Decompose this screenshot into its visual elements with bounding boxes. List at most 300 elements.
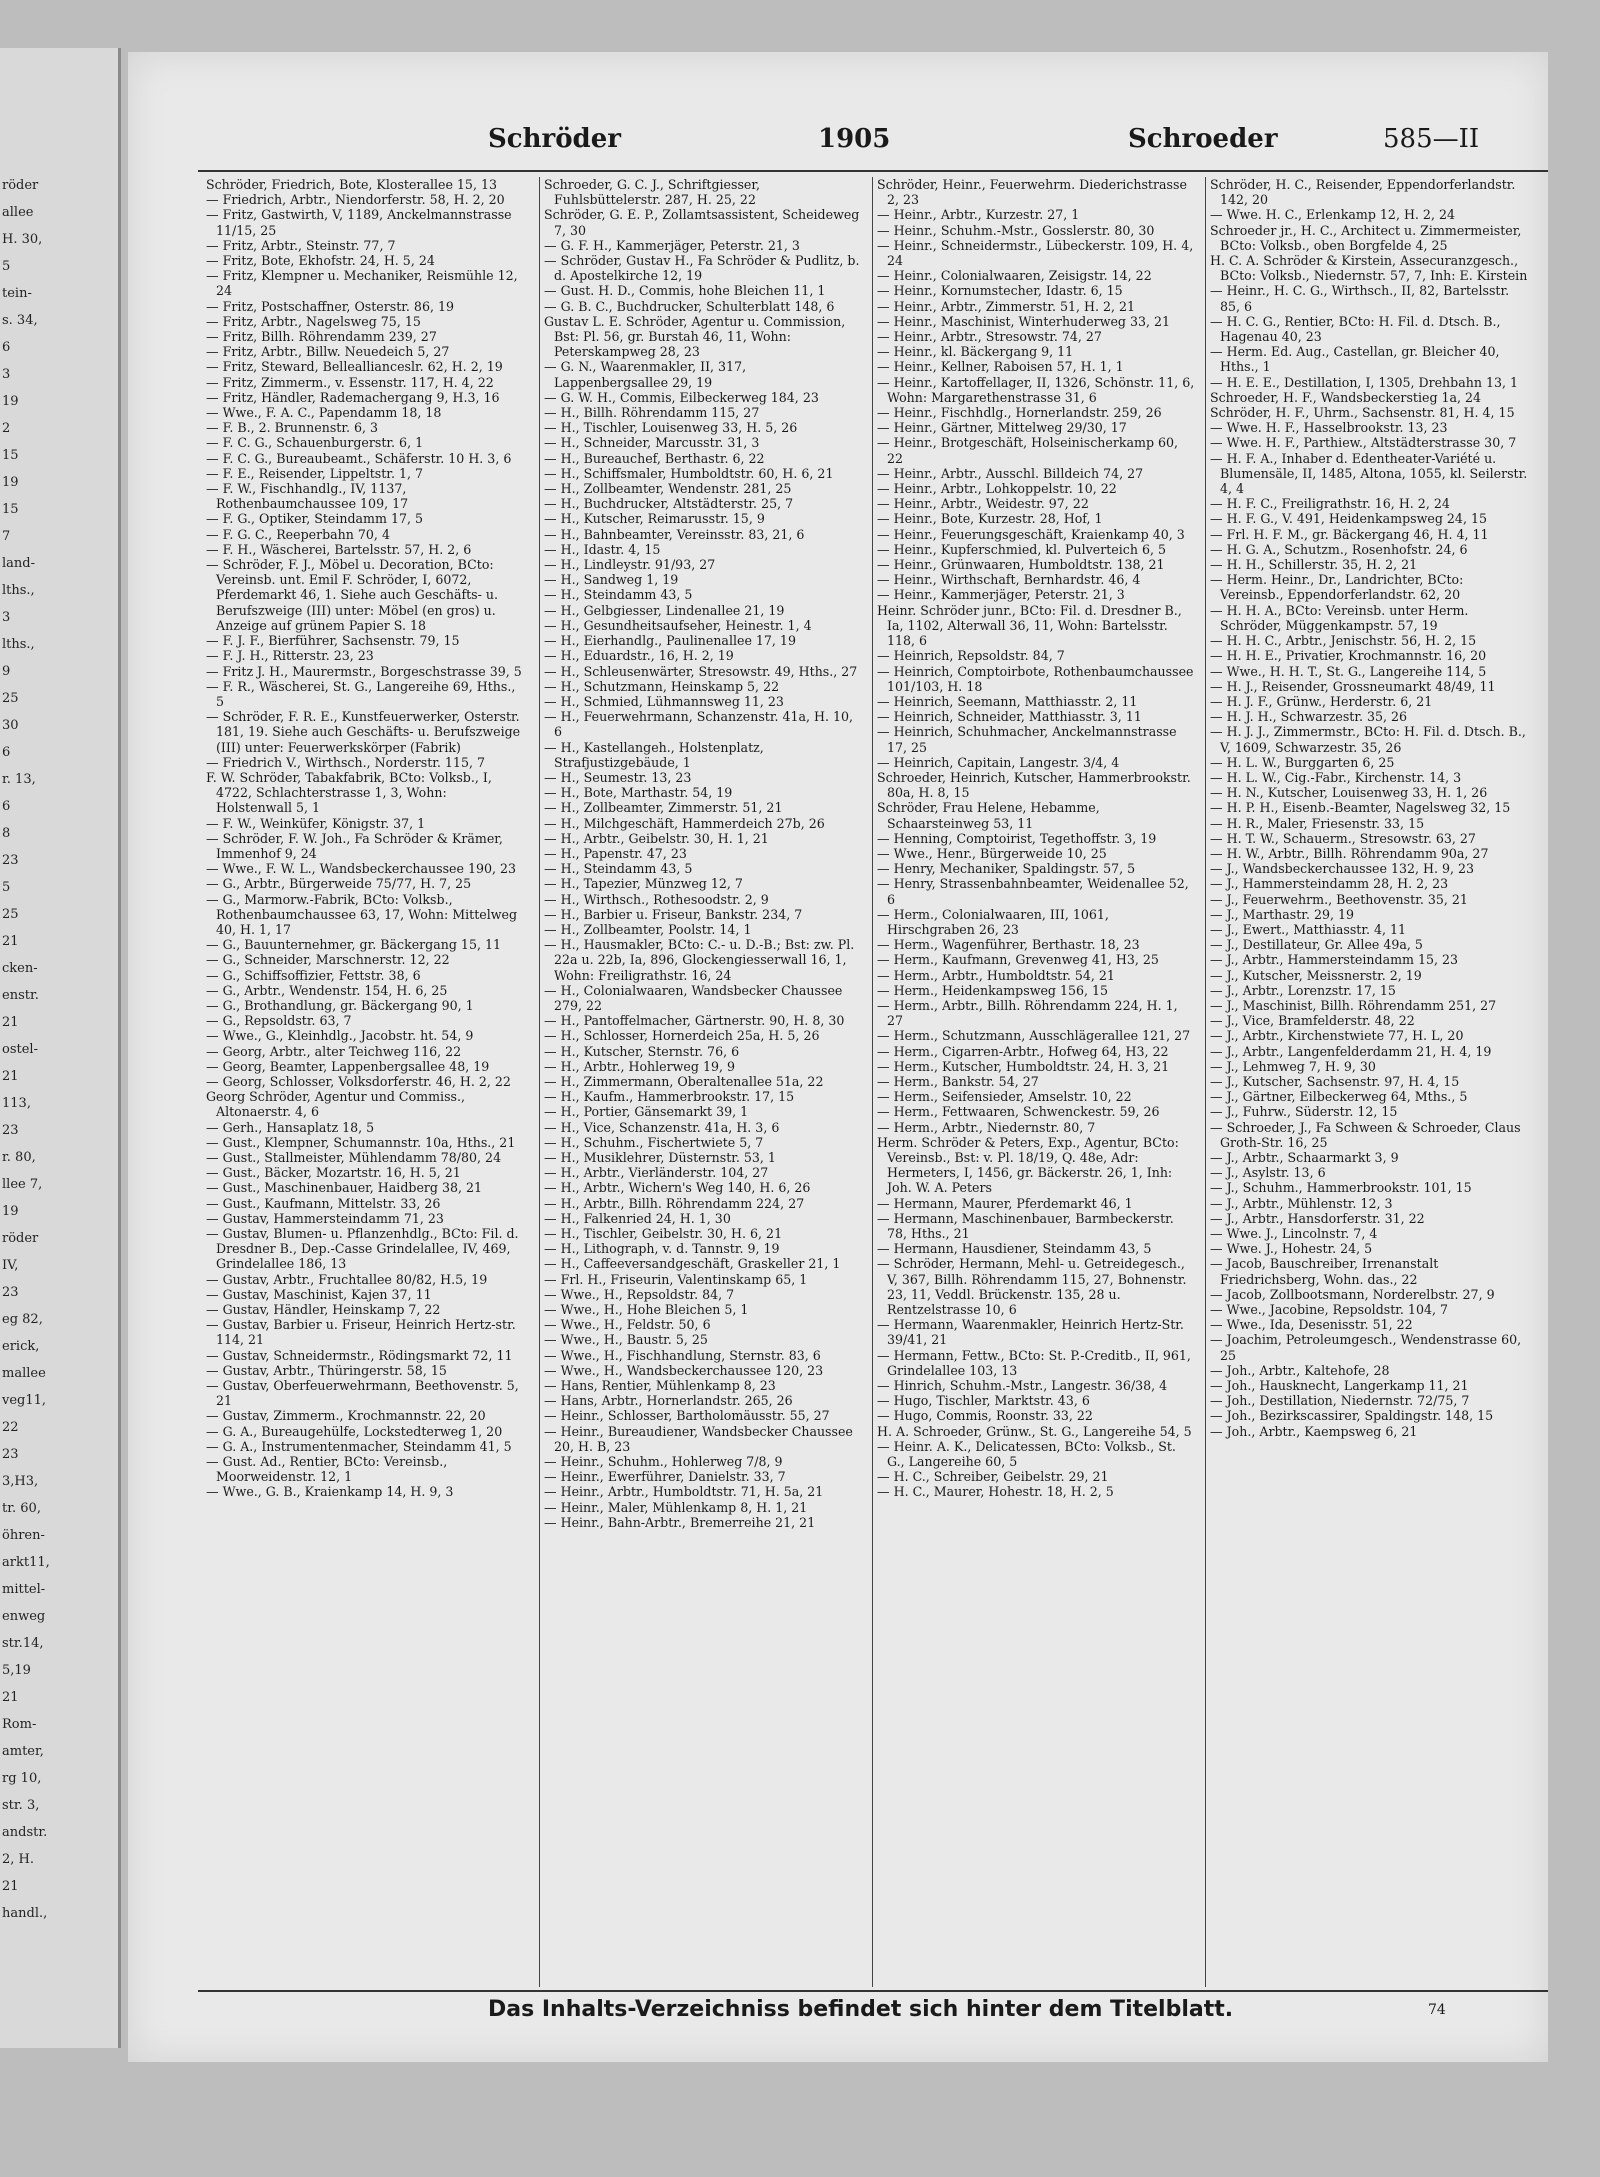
- directory-entry: — Heinr., Kupferschmied, kl. Pulverteich 6, 5: [877, 541, 1166, 557]
- directory-entry: — H., Zimmermann, Oberaltenallee 51a, 22: [544, 1073, 824, 1089]
- directory-entry: — Wwe., H. H. T., St. G., Langereihe 114, 5: [1210, 663, 1487, 679]
- directory-entry: — Gust. H. D., Commis, hohe Bleichen 11, 1: [544, 283, 826, 299]
- adjacent-page-fragment: 15: [2, 502, 19, 517]
- directory-entry: — Heinr., Schuhm.-Mstr., Gosslerstr. 80, 30: [877, 222, 1155, 238]
- directory-entry: — Heinr., kl. Bäckergang 9, 11: [877, 344, 1074, 360]
- directory-entry: — Georg, Schlosser, Volksdorferstr. 46, H. 2, 22: [206, 1073, 511, 1089]
- directory-entry: — Gustav, Händler, Heinskamp 7, 22: [206, 1302, 441, 1318]
- directory-entry: — Fritz, Klempner u. Mechaniker, Reismühle 12, 24: [206, 268, 518, 299]
- adjacent-page-fragment: 6: [2, 745, 11, 760]
- directory-entry: — J., Hammersteindamm 28, H. 2, 23: [1210, 876, 1449, 892]
- directory-entry: — Georg, Arbtr., alter Teichweg 116, 22: [206, 1043, 462, 1059]
- directory-entry: — H. T. W., Schauerm., Stresowstr. 63, 27: [1210, 830, 1476, 846]
- directory-entry: — H., Vice, Schanzenstr. 41a, H. 3, 6: [544, 1119, 780, 1135]
- directory-entry: — F. C. G., Schauenburgerstr. 6, 1: [206, 435, 424, 451]
- directory-entry: — Jacob, Zollbootsmann, Norderelbstr. 27, 9: [1210, 1286, 1495, 1302]
- directory-entry: — H., Portier, Gänsemarkt 39, 1: [544, 1104, 749, 1120]
- directory-entry: — H., Zollbeamter, Zimmerstr. 51, 21: [544, 800, 783, 816]
- directory-entry: — H., Schiffsmaler, Humboldtstr. 60, H. 6, 21: [544, 465, 834, 481]
- directory-entry: — Gustav, Barbier u. Friseur, Heinrich Hertz-str. 114, 21: [206, 1317, 516, 1348]
- directory-entry: — J., Gärtner, Eilbeckerweg 64, Mths., 5: [1210, 1089, 1468, 1105]
- directory-entry: — H., Idastr. 4, 15: [544, 541, 661, 557]
- directory-entry: Schroeder jr., H. C., Architect u. Zimmermeister, BCto: Volksb., oben Borgfelde 4, 25: [1210, 222, 1522, 253]
- directory-entry: — Wwe., Jacobine, Repsoldstr. 104, 7: [1210, 1302, 1448, 1318]
- directory-entry: — G., Bauunternehmer, gr. Bäckergang 15, 11: [206, 937, 501, 953]
- directory-entry: — Heinr., Colonialwaaren, Zeisigstr. 14, 22: [877, 268, 1152, 284]
- directory-entry: — Fritz, Gastwirth, V, 1189, Anckelmannstrasse 11/15, 25: [206, 207, 512, 238]
- directory-entry: — Gustav, Zimmerm., Krochmannstr. 22, 20: [206, 1408, 486, 1424]
- directory-entry: — H., Barbier u. Friseur, Bankstr. 234, 7: [544, 906, 803, 922]
- directory-entry: — H. C., Schreiber, Geibelstr. 29, 21: [877, 1469, 1109, 1485]
- directory-entry: — Herm., Kaufmann, Grevenweg 41, H3, 25: [877, 952, 1159, 968]
- directory-entry: — Wwe. J., Hohestr. 24, 5: [1210, 1241, 1373, 1257]
- directory-entry: — Wwe., H., Hohe Bleichen 5, 1: [544, 1302, 749, 1318]
- directory-entry: — Wwe. J., Lincolnstr. 7, 4: [1210, 1226, 1378, 1242]
- adjacent-page-fragment: 21: [2, 934, 19, 949]
- directory-entry: H. A. Schroeder, Grünw., St. G., Langereihe 54, 5: [877, 1423, 1192, 1439]
- adjacent-page-fragment: tein-: [2, 286, 32, 301]
- adjacent-page-fragment: 5,19: [2, 1663, 31, 1678]
- directory-entry: — Heinr., Schneidermstr., Lübeckerstr. 109, H. 4, 24: [877, 237, 1194, 269]
- directory-entry: — Gustav, Arbtr., Thüringerstr. 58, 15: [206, 1362, 447, 1378]
- directory-entry: — Hermann, Waarenmakler, Heinrich Hertz-Str. 39/41, 21: [877, 1317, 1184, 1348]
- directory-entry: — H., Billh. Röhrendamm 115, 27: [544, 405, 760, 421]
- directory-entry: — F. C. G., Bureaubeamt., Schäferstr. 10 H. 3, 6: [206, 450, 512, 466]
- directory-entry: — J., Arbtr., Langenfelderdamm 21, H. 4, 19: [1210, 1043, 1492, 1059]
- directory-entry: — Joh., Bezirkscassirer, Spaldingstr. 148, 15: [1210, 1408, 1494, 1424]
- directory-entry: — H. F. C., Freiligrathstr. 16, H. 2, 24: [1210, 496, 1450, 512]
- directory-entry: — F. G., Optiker, Steindamm 17, 5: [206, 511, 423, 527]
- directory-entry: Schröder, Heinr., Feuerwehrm. Diederichstrasse 2, 23: [877, 177, 1187, 208]
- directory-entry: Heinr. Schröder junr., BCto: Fil. d. Dresdner B., Ia, 1102, Alterwall 36, 11, Wohn: Bartelsstr. 118, 6: [877, 602, 1182, 649]
- directory-entry: — Wwe., H., Baustr. 5, 25: [544, 1332, 708, 1348]
- directory-entry: — J., Marthastr. 29, 19: [1210, 906, 1355, 922]
- directory-entry: — H. G. A., Schutzm., Rosenhofstr. 24, 6: [1210, 541, 1468, 557]
- directory-entry: — H., Eierhandlg., Paulinenallee 17, 19: [544, 633, 796, 649]
- directory-entry: — Herm., Cigarren-Arbtr., Hofweg 64, H3, 22: [877, 1043, 1169, 1059]
- adjacent-page-fragment: erick,: [2, 1339, 40, 1354]
- adjacent-page-fragment: handl.,: [2, 1906, 48, 1921]
- directory-entry: — Fritz, Billh. Röhrendamm 239, 27: [206, 329, 437, 345]
- directory-entry: — J., Feuerwehrm., Beethovenstr. 35, 21: [1210, 891, 1468, 907]
- directory-entry: — Jacob, Bauschreiber, Irrenanstalt Friedrichsberg, Wohn. das., 22: [1210, 1256, 1439, 1287]
- directory-entry: — J., Arbtr., Mühlenstr. 12, 3: [1210, 1195, 1393, 1211]
- directory-entry: Schröder, Frau Helene, Hebamme, Schaarsteinweg 53, 11: [877, 800, 1100, 831]
- directory-entry: — H., Gelbgiesser, Lindenallee 21, 19: [544, 602, 785, 618]
- directory-entry: — H. F. G., V. 491, Heidenkampsweg 24, 15: [1210, 511, 1487, 527]
- directory-entry: — Wwe., Henr., Bürgerweide 10, 25: [877, 845, 1107, 861]
- directory-entry: — J., Lehmweg 7, H. 9, 30: [1210, 1058, 1376, 1074]
- directory-entry: Schröder, G. E. P., Zollamtsassistent, Scheideweg 7, 30: [544, 207, 860, 238]
- directory-entry: — H., Bote, Marthastr. 54, 19: [544, 785, 733, 801]
- directory-entry: — H., Schlosser, Hornerdeich 25a, H. 5, 26: [544, 1028, 820, 1044]
- directory-entry: — Heinr., Arbtr., Ausschl. Billdeich 74, 27: [877, 465, 1144, 481]
- adjacent-page-fragment: amter,: [2, 1744, 44, 1759]
- adjacent-page-fragment: 5: [2, 880, 11, 895]
- directory-entry: — Joh., Arbtr., Kaempsweg 6, 21: [1210, 1423, 1418, 1439]
- directory-entry: — Gustav, Hammersteindamm 71, 23: [206, 1210, 444, 1226]
- directory-entry: — Heinr., H. C. G., Wirthsch., II, 82, Bartelsstr. 85, 6: [1210, 283, 1510, 314]
- directory-entry: — F. G. C., Reeperbahn 70, 4: [206, 526, 390, 542]
- header-right-name: Schroeder: [1128, 124, 1278, 154]
- adjacent-page-fragment: 15: [2, 448, 19, 463]
- directory-entry: — Hugo, Tischler, Marktstr. 43, 6: [877, 1393, 1090, 1409]
- adjacent-page-fragment: eg 82,: [2, 1312, 43, 1327]
- directory-entry: — H., Buchdrucker, Altstädterstr. 25, 7: [544, 496, 794, 512]
- directory-entry: — Gust., Maschinenbauer, Haidberg 38, 21: [206, 1180, 483, 1196]
- directory-entry: — H., Tischler, Louisenweg 33, H. 5, 26: [544, 420, 798, 436]
- directory-entry: — Gustav, Blumen- u. Pflanzenhdlg., BCto: Fil. d. Dresdner B., Dep.-Casse Grindelallee, IV, 469, Grindelallee 186, 13: [206, 1226, 519, 1272]
- directory-entry: — H. H. C., Arbtr., Jenischstr. 56, H. 2, 15: [1210, 633, 1477, 649]
- directory-entry: — H. H. A., BCto: Vereinsb. unter Herm. Schröder, Müggenkampstr. 57, 19: [1210, 602, 1469, 633]
- adjacent-page-fragment: lths.,: [2, 583, 35, 598]
- directory-entry: — Hermann, Maschinenbauer, Barmbeckerstr. 78, Hths., 21: [877, 1210, 1174, 1242]
- directory-entry: — Schröder, Gustav H., Fa Schröder & Pudlitz, b. d. Apostelkirche 12, 19: [544, 253, 860, 284]
- directory-entry: — H., Musiklehrer, Düsternstr. 53, 1: [544, 1150, 776, 1165]
- directory-entry: — Hugo, Commis, Roonstr. 33, 22: [877, 1408, 1093, 1424]
- adjacent-page-fragment: s. 34,: [2, 313, 38, 328]
- adjacent-page-fragment: 25: [2, 691, 19, 706]
- directory-entry: — Herm., Heidenkampsweg 156, 15: [877, 982, 1109, 998]
- directory-entry: Schröder, H. F., Uhrm., Sachsenstr. 81, H. 4, 15: [1210, 405, 1515, 421]
- adjacent-page-fragment: 21: [2, 1879, 19, 1894]
- directory-entry: — H., Arbtr., Wichern's Weg 140, H. 6, 26: [544, 1180, 811, 1196]
- directory-entry: — H., Caffeeversandgeschäft, Graskeller 21, 1: [544, 1256, 841, 1272]
- directory-entry: — Gust., Stallmeister, Mühlendamm 78/80, 24: [206, 1150, 502, 1165]
- directory-entry: — Herm., Arbtr., Humboldtstr. 54, 21: [877, 967, 1115, 983]
- adjacent-page-fragment: 21: [2, 1015, 19, 1030]
- adjacent-page-fragment: 3,H3,: [2, 1474, 39, 1489]
- adjacent-page-fragment: 7: [2, 529, 11, 544]
- directory-entry: — H., Tischler, Geibelstr. 30, H. 6, 21: [544, 1226, 783, 1242]
- adjacent-page-fragment: allee: [2, 205, 34, 220]
- directory-entry: — Fritz, Bote, Ekhofstr. 24, H. 5, 24: [206, 253, 435, 269]
- adjacent-page-fragment: IV,: [2, 1258, 19, 1273]
- directory-entry: — H., Sandweg 1, 19: [544, 572, 679, 588]
- directory-entry: — Fritz, Händler, Rademachergang 9, H.3, 16: [206, 389, 500, 405]
- header-rule: [198, 170, 1548, 172]
- directory-entry: — Hermann, Hausdiener, Steindamm 43, 5: [877, 1241, 1152, 1257]
- directory-entry: — Heinrich, Seemann, Matthiasstr. 2, 11: [877, 693, 1138, 709]
- directory-entry: — J., Vice, Bramfelderstr. 48, 22: [1210, 1013, 1415, 1029]
- adjacent-page-fragment: r. 13,: [2, 772, 36, 787]
- directory-entry: — G. F. H., Kammerjäger, Peterstr. 21, 3: [544, 237, 800, 253]
- directory-entry: — H. C., Maurer, Hohestr. 18, H. 2, 5: [877, 1484, 1114, 1500]
- adjacent-page-fragment: 25: [2, 907, 19, 922]
- adjacent-page-fragment: 19: [2, 394, 19, 409]
- directory-entry: — F. W., Fischhandlg., IV, 1137, Rothenbaumchaussee 109, 17: [206, 481, 409, 512]
- directory-entry: — H., Bureauchef, Berthastr. 6, 22: [544, 450, 765, 466]
- directory-entry: — F. J. H., Ritterstr. 23, 23: [206, 648, 374, 664]
- directory-entry: — Wwe. H. C., Erlenkamp 12, H. 2, 24: [1210, 207, 1455, 223]
- directory-entry: — Gustav, Schneidermstr., Rödingsmarkt 72, 11: [206, 1347, 513, 1363]
- directory-entry: — H., Eduardstr., 16, H. 2, 19: [544, 648, 734, 664]
- adjacent-page-fragment: 5: [2, 259, 11, 274]
- directory-entry: — Herm., Colonialwaaren, III, 1061, Hirschgraben 26, 23: [877, 906, 1109, 937]
- directory-entry: — Heinrich, Schneider, Matthiasstr. 3, 11: [877, 709, 1142, 725]
- directory-entry: — Heinr., Arbtr., Lohkoppelstr. 10, 22: [877, 481, 1117, 497]
- directory-entry: — Herm., Arbtr., Niedernstr. 80, 7: [877, 1119, 1096, 1135]
- directory-entry: — Hermann, Maurer, Pferdemarkt 46, 1: [877, 1195, 1133, 1211]
- directory-entry: — H. N., Kutscher, Louisenweg 33, H. 1, 26: [1210, 785, 1488, 801]
- directory-entry: — G., Arbtr., Bürgerweide 75/77, H. 7, 25: [206, 876, 472, 892]
- adjacent-page-fragment: tr. 60,: [2, 1501, 41, 1516]
- directory-entry: — Gustav, Oberfeuerwehrmann, Beethovenstr. 5, 21: [206, 1378, 519, 1409]
- directory-entry: — H., Arbtr., Vierländerstr. 104, 27: [544, 1165, 769, 1181]
- directory-entry: — Wwe., H., Fischhandlung, Sternstr. 83, 6: [544, 1347, 821, 1363]
- directory-entry: — J., Schuhm., Hammerbrookstr. 101, 15: [1210, 1180, 1472, 1196]
- directory-entry: — Heinr., Bote, Kurzestr. 28, Hof, 1: [877, 511, 1103, 527]
- directory-entry: — Heinr., Kammerjäger, Peterstr. 21, 3: [877, 587, 1125, 603]
- directory-entry: — J., Maschinist, Billh. Röhrendamm 251, 27: [1210, 997, 1497, 1013]
- adjacent-page-fragment: 23: [2, 853, 19, 868]
- directory-entry: — Heinr., Feuerungsgeschäft, Kraienkamp 40, 3: [877, 526, 1185, 542]
- directory-entry: — Schröder, Hermann, Mehl- u. Getreidegesch., V, 367, Billh. Röhrendamm 115, 27, Bohnenstr. 23, 11, Veddl. Brückenstr. 135, 28 u. Rentzelstrasse 10, 6: [877, 1256, 1187, 1318]
- column-3: [872, 177, 1195, 1987]
- directory-entry: — Wwe., H., Feldstr. 50, 6: [544, 1317, 711, 1333]
- directory-entry: — Fritz, Arbtr., Steinstr. 77, 7: [206, 237, 396, 253]
- directory-entry: — Frl. H., Friseurin, Valentinskamp 65, 1: [544, 1271, 808, 1287]
- adjacent-page-fragment: 22: [2, 1420, 19, 1435]
- directory-entry: — H., Papenstr. 47, 23: [544, 845, 687, 861]
- directory-entry: — J., Kutscher, Meissnerstr. 2, 19: [1210, 967, 1422, 983]
- directory-entry: — G. B. C., Buchdrucker, Schulterblatt 148, 6: [544, 298, 835, 314]
- adjacent-page-fragment: 2: [2, 421, 11, 436]
- directory-entry: — H. J. H., Schwarzestr. 35, 26: [1210, 709, 1408, 725]
- directory-entry: — Frl. H. F. M., gr. Bäckergang 46, H. 4, 11: [1210, 526, 1489, 542]
- directory-entry: — F. H., Wäscherei, Bartelsstr. 57, H. 2, 6: [206, 541, 472, 557]
- header-year: 1905: [818, 124, 891, 154]
- directory-entry: — H., Lithograph, v. d. Tannstr. 9, 19: [544, 1241, 780, 1257]
- adjacent-page-fragment: mittel-: [2, 1582, 46, 1597]
- directory-entry: — Heinr., Bureaudiener, Wandsbecker Chaussee 20, H. B, 23: [544, 1423, 853, 1454]
- directory-entry: — Friedrich V., Wirthsch., Norderstr. 115, 7: [206, 754, 485, 770]
- directory-entry: — Georg, Beamter, Lappenbergsallee 48, 19: [206, 1058, 490, 1074]
- directory-entry: — H. J. J., Zimmermstr., BCto: H. Fil. d. Dtsch. B., V, 1609, Schwarzestr. 35, 26: [1210, 724, 1526, 755]
- directory-entry: — Heinr., Arbtr., Humboldtstr. 71, H. 5a, 21: [544, 1484, 824, 1500]
- directory-entry: — H. H. E., Privatier, Krochmannstr. 16, 20: [1210, 648, 1487, 664]
- adjacent-page-fragment: Rom-: [2, 1717, 37, 1732]
- adjacent-page-fragment: röder: [2, 1231, 39, 1246]
- adjacent-page-fragment: 2, H.: [2, 1852, 35, 1867]
- directory-entry: — Wwe., H., Wandsbeckerchaussee 120, 23: [544, 1362, 824, 1378]
- directory-entry: — Friedrich, Arbtr., Niendorferstr. 58, H. 2, 20: [206, 192, 505, 208]
- directory-entry: — J., Arbtr., Kirchenstwiete 77, H. L, 20: [1210, 1028, 1464, 1044]
- column-2: [539, 177, 862, 1987]
- directory-entry: — Heinr., Kellner, Raboisen 57, H. 1, 1: [877, 359, 1124, 375]
- directory-entry: — Fritz, Postschaffner, Osterstr. 86, 19: [206, 298, 454, 314]
- footer-note: Das Inhalts-Verzeichniss befindet sich hinter dem Titelblatt.: [488, 1997, 1234, 2022]
- directory-entry: Georg Schröder, Agentur und Commiss., Altonaerstr. 4, 6: [206, 1089, 465, 1120]
- adjacent-page-fragment: enweg: [2, 1609, 46, 1624]
- directory-entry: — H. W., Arbtr., Billh. Röhrendamm 90a, 27: [1210, 845, 1489, 861]
- directory-entry: — G., Schiffsoffizier, Fettstr. 38, 6: [206, 967, 421, 983]
- adjacent-page-fragment: arkt11,: [2, 1555, 50, 1570]
- directory-entry: — Herm. Ed. Aug., Castellan, gr. Bleicher 40, Hths., 1: [1210, 344, 1500, 375]
- directory-entry: — Heinr., Wirthschaft, Bernhardstr. 46, 4: [877, 572, 1141, 588]
- adjacent-page-strip: [0, 48, 121, 2048]
- directory-entry: — Wwe., F. A. C., Papendamm 18, 18: [206, 405, 442, 421]
- directory-entry: — Heinrich, Comptoirbote, Rothenbaumchaussee 101/103, H. 18: [877, 663, 1194, 694]
- directory-entry: — H., Feuerwehrmann, Schanzenstr. 41a, H. 10, 6: [544, 709, 854, 740]
- directory-entry: — F. J. F., Bierführer, Sachsenstr. 79, 15: [206, 633, 460, 649]
- adjacent-page-fragment: str.14,: [2, 1636, 44, 1651]
- directory-entry: — Gust., Bäcker, Mozartstr. 16, H. 5, 21: [206, 1165, 461, 1181]
- column-4: [1205, 177, 1528, 1987]
- adjacent-page-fragment: 23: [2, 1285, 19, 1300]
- adjacent-page-fragment: 8: [2, 826, 11, 841]
- directory-entry: — Fritz, Steward, Belleallianceslr. 62, H. 2, 19: [206, 359, 503, 375]
- directory-entry: — Schröder, F. R. E., Kunstfeuerwerker, Osterstr. 181, 19. Siehe auch Geschäfts- u. Berufszweige (III) unter: Feuerwerkskörper (Fabrik): [206, 709, 521, 755]
- page-header: [128, 124, 1548, 164]
- directory-entry: — H., Tapezier, Münzweg 12, 7: [544, 876, 743, 892]
- directory-entry: — H., Seumestr. 13, 23: [544, 769, 692, 785]
- directory-entry: — H., Kastellangeh., Holstenplatz, Strafjustizgebäude, 1: [544, 739, 764, 770]
- directory-entry: — H., Schleusenwärter, Stresowstr. 49, Hths., 27: [544, 663, 858, 679]
- column-1: [206, 177, 524, 1987]
- directory-entry: — Heinr., Ewerführer, Danielstr. 33, 7: [544, 1469, 786, 1485]
- directory-entry: — J., Arbtr., Hansdorferstr. 31, 22: [1210, 1210, 1425, 1226]
- adjacent-page-fragment: 19: [2, 475, 19, 490]
- directory-entry: — H. F. A., Inhaber d. Edentheater-Variété u. Blumensäle, II, 1485, Altona, 1055, kl. Seilerstr. 4, 4: [1210, 450, 1528, 497]
- directory-entry: — Henry, Mechaniker, Spaldingstr. 57, 5: [877, 861, 1136, 877]
- directory-entry: — G. A., Bureaugehülfe, Lockstedterweg 1, 20: [206, 1423, 503, 1439]
- directory-entry: — G., Arbtr., Wendenstr. 154, H. 6, 25: [206, 982, 448, 998]
- adjacent-page-fragment: veg11,: [2, 1393, 47, 1408]
- adjacent-page-fragment: enstr.: [2, 988, 39, 1003]
- directory-entry: — G., Schneider, Marschnerstr. 12, 22: [206, 952, 450, 968]
- directory-entry: — H. P. H., Eisenb.-Beamter, Nagelsweg 32, 15: [1210, 800, 1511, 816]
- directory-entry: — H. R., Maler, Friesenstr. 33, 15: [1210, 815, 1425, 831]
- directory-entry: — Wwe., Ida, Desenisstr. 51, 22: [1210, 1317, 1413, 1333]
- directory-entry: — J., Fuhrw., Süderstr. 12, 15: [1210, 1104, 1398, 1120]
- directory-entry: — G. A., Instrumentenmacher, Steindamm 41, 5: [206, 1438, 512, 1454]
- directory-entry: — Herm., Wagenführer, Berthastr. 18, 23: [877, 937, 1140, 953]
- adjacent-page-fragment: 30: [2, 718, 19, 733]
- directory-entry: — Joh., Arbtr., Kaltehofe, 28: [1210, 1362, 1390, 1378]
- directory-entry: — Heinr., Grünwaaren, Humboldtstr. 138, 21: [877, 557, 1165, 573]
- directory-entry: Herm. Schröder & Peters, Exp., Agentur, BCto: Vereinsb., Bst: v. Pl. 18/19, Q. 48e, Adr: Hermeters, I, 1456, gr. Bäckerstr. 26, 1, Inh: Joh. W. A. Peters: [877, 1134, 1179, 1196]
- directory-entry: — G. N., Waarenmakler, II, 317, Lappenbergsallee 29, 19: [544, 359, 747, 390]
- directory-entry: — Hans, Arbtr., Hornerlandstr. 265, 26: [544, 1393, 793, 1409]
- adjacent-page-fragment: 6: [2, 799, 11, 814]
- directory-entry: — Herm., Schutzmann, Ausschlägerallee 121, 27: [877, 1028, 1191, 1044]
- adjacent-page-fragment: mallee: [2, 1366, 46, 1381]
- directory-entry: — H., Schmied, Lühmannsweg 11, 23: [544, 693, 784, 709]
- adjacent-page-fragment: rg 10,: [2, 1771, 42, 1786]
- adjacent-page-fragment: röder: [2, 178, 39, 193]
- directory-entry: — Heinr., Brotgeschäft, Holseinischerkamp 60, 22: [877, 435, 1179, 466]
- adjacent-page-fragment: 23: [2, 1123, 19, 1138]
- sheet-number: 74: [1428, 2002, 1446, 2018]
- directory-entry: — H. C. G., Rentier, BCto: H. Fil. d. Dtsch. B., Hagenau 40, 23: [1210, 313, 1501, 345]
- directory-entry: — Schröder, F. J., Möbel u. Decoration, BCto: Vereinsb. unt. Emil F. Schröder, I, 6072, Pferdemarkt 46, 1. Siehe auch Geschäfts- u. Berufszweige (III) unter: Möbel (en gros) u. Anzeige auf grünem Papier S. 18: [206, 557, 499, 633]
- directory-entry: — Wwe., H., Repsoldstr. 84, 7: [544, 1286, 735, 1302]
- directory-entry: — Heinr., Schlosser, Bartholomäusstr. 55, 27: [544, 1408, 830, 1424]
- directory-entry: — Gust., Klempner, Schumannstr. 10a, Hths., 21: [206, 1134, 516, 1150]
- directory-entry: — Wwe., F. W. L., Wandsbeckerchaussee 190, 23: [206, 861, 517, 877]
- directory-entry: — Heinr. A. K., Delicatessen, BCto: Volksb., St. G., Langereihe 60, 5: [877, 1438, 1176, 1470]
- header-left-name: Schröder: [488, 124, 621, 154]
- adjacent-page-fragment: r. 80,: [2, 1150, 36, 1165]
- directory-entry: — J., Arbtr., Hammersteindamm 15, 23: [1210, 952, 1459, 968]
- directory-entry: — Heinr., Arbtr., Weidestr. 97, 22: [877, 496, 1089, 512]
- directory-entry: — H., Kutscher, Sternstr. 76, 6: [544, 1043, 740, 1059]
- directory-entry: H. C. A. Schröder & Kirstein, Assecuranzgesch., BCto: Volksb., Niedernstr. 57, 7, Inh: E. Kirstein: [1210, 253, 1528, 284]
- directory-entry: — Heinr., Arbtr., Kurzestr. 27, 1: [877, 207, 1080, 223]
- directory-entry: — H. L. W., Cig.-Fabr., Kirchenstr. 14, 3: [1210, 769, 1462, 785]
- directory-entry: — H., Arbtr., Geibelstr. 30, H. 1, 21: [544, 830, 769, 846]
- directory-entry: — J., Destillateur, Gr. Allee 49a, 5: [1210, 937, 1423, 953]
- directory-entry: — Heinr., Arbtr., Stresowstr. 74, 27: [877, 329, 1102, 345]
- directory-entry: — H. J., Reisender, Grossneumarkt 48/49, 11: [1210, 678, 1496, 694]
- directory-entry: — Herm., Fettwaaren, Schwenckestr. 59, 26: [877, 1104, 1160, 1120]
- adjacent-page-fragment: llee 7,: [2, 1177, 43, 1192]
- adjacent-page-fragment: lths.,: [2, 637, 35, 652]
- directory-entry: — J., Kutscher, Sachsenstr. 97, H. 4, 15: [1210, 1073, 1460, 1089]
- directory-entry: — G., Marmorw.-Fabrik, BCto: Volksb., Rothenbaumchaussee 63, 17, Wohn: Mittelweg 40, H. 1, 17: [206, 891, 518, 937]
- adjacent-page-fragment: 9: [2, 664, 11, 679]
- directory-entry: Schröder, H. C., Reisender, Eppendorferlandstr. 142, 20: [1210, 177, 1516, 208]
- adjacent-page-fragment: 3: [2, 610, 11, 625]
- directory-entry: — F. E., Reisender, Lippeltstr. 1, 7: [206, 465, 423, 481]
- directory-entry: — Heinr., Maschinist, Winterhuderweg 33, 21: [877, 313, 1171, 329]
- adjacent-page-fragment: land-: [2, 556, 35, 571]
- directory-entry: — F. W., Weinküfer, Königstr. 37, 1: [206, 815, 426, 831]
- directory-entry: — H., Arbtr., Billh. Röhrendamm 224, 27: [544, 1195, 805, 1211]
- directory-entry: — Heinrich, Repsoldstr. 84, 7: [877, 648, 1065, 664]
- directory-columns: [206, 177, 1546, 1987]
- directory-entry: — Heinrich, Capitain, Langestr. 3/4, 4: [877, 754, 1120, 770]
- directory-entry: — Herm., Arbtr., Billh. Röhrendamm 224, H. 1, 27: [877, 997, 1178, 1029]
- directory-entry: — Fritz, Arbtr., Billw. Neuedeich 5, 27: [206, 344, 450, 360]
- directory-entry: — Gust., Kaufmann, Mittelstr. 33, 26: [206, 1195, 441, 1211]
- directory-entry: — Gustav, Arbtr., Fruchtallee 80/82, H.5, 19: [206, 1271, 488, 1287]
- directory-entry: — Gust. Ad., Rentier, BCto: Vereinsb., Moorweidenstr. 12, 1: [206, 1454, 448, 1485]
- directory-entry: — F. B., 2. Brunnenstr. 6, 3: [206, 420, 379, 436]
- directory-entry: — Wwe., G., Kleinhdlg., Jacobstr. ht. 54, 9: [206, 1028, 474, 1044]
- directory-entry: — Herm. Heinr., Dr., Landrichter, BCto: Vereinsb., Eppendorferlandstr. 62, 20: [1210, 572, 1464, 603]
- adjacent-page-fragment: 19: [2, 1204, 19, 1219]
- directory-entry: Schroeder, H. F., Wandsbeckerstieg 1a, 24: [1210, 389, 1482, 405]
- directory-entry: — G., Brothandlung, gr. Bäckergang 90, 1: [206, 997, 474, 1013]
- directory-entry: — Heinr., Arbtr., Zimmerstr. 51, H. 2, 21: [877, 298, 1136, 314]
- directory-entry: F. W. Schröder, Tabakfabrik, BCto: Volksb., I, 4722, Schlachterstrasse 1, 3, Wohn: Holstenwall 5, 1: [206, 769, 492, 816]
- directory-entry: — H., Kutscher, Reimarusstr. 15, 9: [544, 511, 765, 527]
- directory-entry: — H., Hausmakler, BCto: C.- u. D.-B.; Bst: zw. Pl. 22a u. 22b, Ia, 896, Glockengiesserwall 16, 1, Wohn: Freiligrathstr. 16, 24: [544, 937, 855, 983]
- directory-entry: — Heinr., Schuhm., Hohlerweg 7/8, 9: [544, 1454, 783, 1470]
- directory-entry: — Gustav, Maschinist, Kajen 37, 11: [206, 1286, 432, 1302]
- adjacent-page-fragment: öhren-: [2, 1528, 45, 1543]
- adjacent-page-fragment: 113,: [2, 1096, 31, 1111]
- directory-entry: — Wwe. H. F., Parthiew., Altstädterstrasse 30, 7: [1210, 435, 1517, 451]
- directory-entry: — J., Arbtr., Lorenzstr. 17, 15: [1210, 982, 1396, 998]
- directory-entry: — J., Asylstr. 13, 6: [1210, 1165, 1326, 1181]
- adjacent-page-fragment: 23: [2, 1447, 19, 1462]
- directory-entry: — F. R., Wäscherei, St. G., Langereihe 69, Hths., 5: [206, 678, 516, 709]
- directory-entry: — H., Wirthsch., Rothesoodstr. 2, 9: [544, 891, 769, 907]
- directory-entry: — Heinr., Kartoffellager, II, 1326, Schönstr. 11, 6, Wohn: Margarethenstrasse 31, 6: [877, 374, 1195, 405]
- directory-entry: — H., Bahnbeamter, Vereinsstr. 83, 21, 6: [544, 526, 805, 542]
- directory-entry: — H., Gesundheitsaufseher, Heinestr. 1, 4: [544, 617, 812, 633]
- directory-entry: — Joh., Hausknecht, Langerkamp 11, 21: [1210, 1378, 1469, 1394]
- directory-entry: — Henry, Strassenbahnbeamter, Weidenallee 52, 6: [877, 876, 1189, 907]
- directory-entry: Schroeder, G. C. J., Schriftgiesser, Fuhlsbüttelerstr. 287, H. 25, 22: [544, 177, 761, 208]
- directory-entry: — Gerh., Hansaplatz 18, 5: [206, 1119, 375, 1135]
- adjacent-page-fragment: H. 30,: [2, 232, 43, 247]
- directory-entry: Schroeder, Heinrich, Kutscher, Hammerbrookstr. 80a, H. 8, 15: [877, 769, 1191, 801]
- directory-entry: — H., Zollbeamter, Poolstr. 14, 1: [544, 921, 752, 937]
